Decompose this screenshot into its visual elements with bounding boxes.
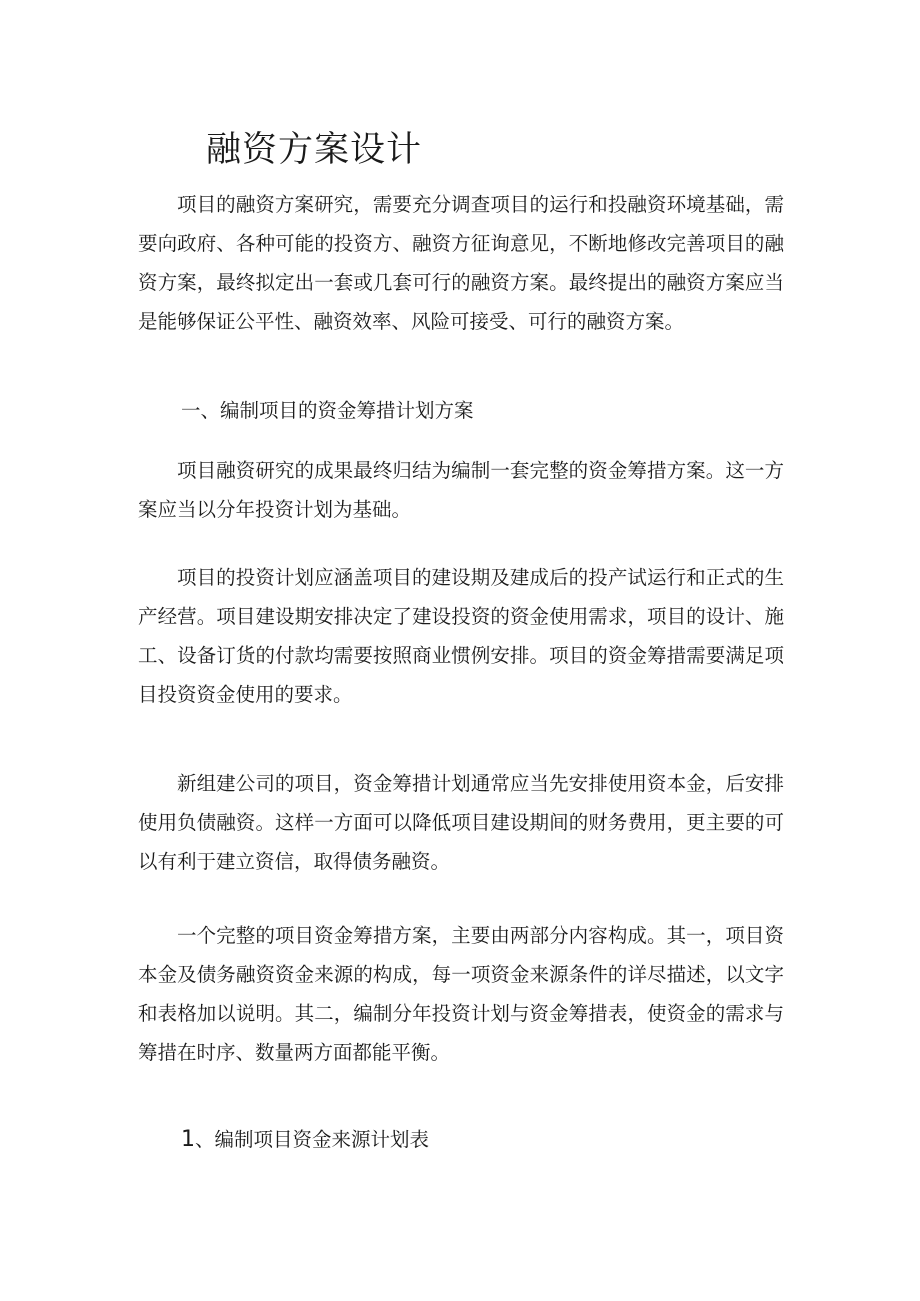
paragraph-new-company: 新组建公司的项目，资金筹措计划通常应当先安排使用资本金，后安排使用负债融资。这样一方面可以降低项目建设期间的财务费用，更主要的可以有利于建立资信，取得债务融资。 bbox=[138, 772, 784, 873]
intro-paragraph: 项目的融资方案研究，需要充分调查项目的运行和投融资环境基础，需要向政府、各种可能的投资方、融资方征询意见，不断地修改完善项目的融资方案，最终拟定出一套或几套可行的融资方案。最终提出的融资方案应当是能够保证公平性、融资效率、风险可接受、可行的融资方案。 bbox=[138, 193, 784, 333]
subsection-heading-1 bbox=[181, 1120, 429, 1159]
document-title: 融资方案设计 bbox=[206, 130, 423, 170]
paragraph-investment-plan: 项目的投资计划应涵盖项目的建设期及建成后的投产试运行和正式的生产经营。项目建设期安排决定了建设投资的资金使用需求，项目的设计、施工、设备订货的付款均需要按照商业惯例安排。项目的资金筹措需要满足项目投资资金使用的要求。 bbox=[138, 566, 784, 706]
subsection-number: 1 bbox=[181, 1127, 195, 1152]
paragraph-funding-plan: 项目融资研究的成果最终归结为编制一套完整的资金筹措方案。这一方案应当以分年投资计划为基础。 bbox=[138, 459, 784, 521]
section-heading-1: 一、编制项目的资金筹措计划方案 bbox=[181, 399, 474, 422]
paragraph-complete-plan: 一个完整的项目资金筹措方案，主要由两部分内容构成。其一，项目资本金及债务融资资金来源的构成，每一项资金来源条件的详尽描述，以文字和表格加以说明。其二，编制分年投资计划与资金筹措表，使资金的需求与筹措在时序、数量两方面都能平衡。 bbox=[138, 924, 784, 1064]
subsection-label: 、编制项目资金来源计划表 bbox=[195, 1128, 430, 1151]
